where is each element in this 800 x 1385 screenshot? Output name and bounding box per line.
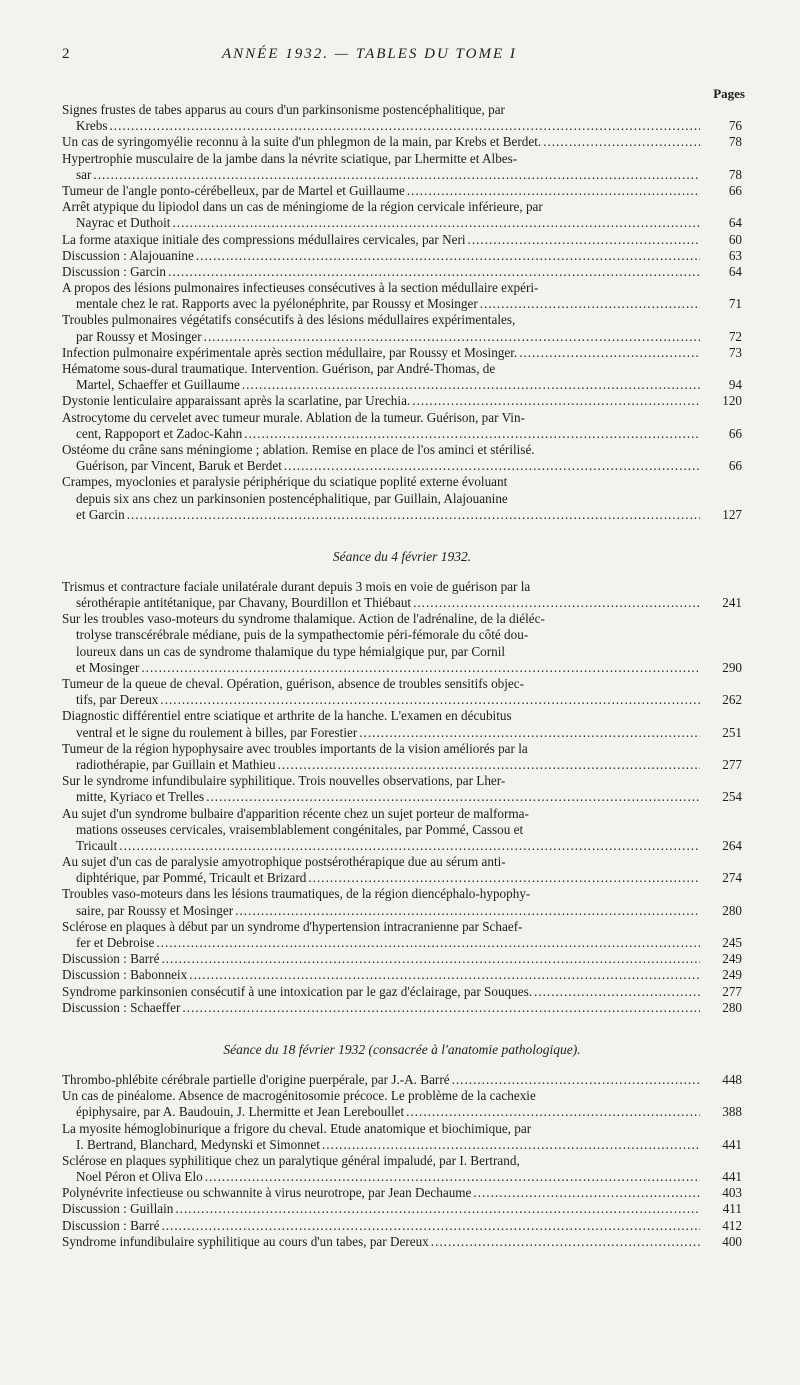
entry-text: Infection pulmonaire expérimentale après section médullaire, par Roussy et Mosinger. bbox=[62, 344, 518, 360]
entry-text: Syndrome infundibulaire syphilitique au cours d'un tabes, par Dereux bbox=[62, 1233, 429, 1249]
toc-entry bbox=[62, 1201, 742, 1217]
entry-last-line bbox=[62, 757, 742, 773]
toc-entry bbox=[62, 345, 742, 361]
entry-text: mitte, Kyriaco et Trelles bbox=[76, 789, 205, 805]
page-reference: 63 bbox=[728, 247, 742, 263]
entry-text: Discussion : Guillain bbox=[62, 1201, 174, 1217]
toc-entry bbox=[62, 1153, 742, 1185]
leader-dots bbox=[168, 264, 700, 280]
entry-text: ventral et le signe du roulement à billes, par Forestier bbox=[76, 724, 358, 740]
toc-entry bbox=[62, 1000, 742, 1016]
leader-dots bbox=[93, 167, 700, 183]
session-heading: Séance du 18 février 1932 (consacrée à l'anatomie pathologique). bbox=[223, 1041, 581, 1057]
page-reference: 245 bbox=[722, 935, 742, 950]
toc-entry bbox=[62, 1234, 742, 1250]
entry-last-line bbox=[62, 1169, 742, 1185]
entry-last-line bbox=[62, 1137, 742, 1153]
entry-line: Arrêt atypique du lipiodol dans un cas de méningiome de la région cervicale inférieure, par bbox=[62, 199, 543, 215]
page-reference: 94 bbox=[728, 377, 742, 393]
entry-last-line bbox=[62, 329, 742, 345]
entry-last-line bbox=[62, 134, 742, 150]
leader-dots bbox=[110, 118, 701, 134]
toc-entry bbox=[62, 579, 742, 611]
toc-entry bbox=[62, 1088, 742, 1120]
toc-entry bbox=[62, 248, 742, 264]
entry-last-line bbox=[62, 426, 742, 442]
entry-line: depuis six ans chez un parkinsonien postencéphalitique, par Guillain, Alajouanine bbox=[76, 490, 508, 506]
page-reference: 78 bbox=[728, 134, 742, 150]
leader-dots bbox=[175, 1201, 700, 1217]
toc-entry bbox=[62, 102, 742, 134]
entry-text: mentale chez le rat. Rapports avec la pyélonéphrite, par Roussy et Mosinger bbox=[76, 296, 478, 312]
leader-dots bbox=[205, 1169, 700, 1185]
entry-last-line bbox=[62, 393, 742, 409]
leader-dots bbox=[543, 134, 700, 150]
leader-dots bbox=[127, 507, 700, 523]
page-reference: 64 bbox=[728, 263, 742, 279]
leader-dots bbox=[406, 1104, 700, 1120]
entry-line: Signes frustes de tabes apparus au cours d'un parkinsonisme postencéphalitique, par bbox=[62, 102, 505, 117]
entry-text: épiphysaire, par A. Baudouin, J. Lhermitte et Jean Lereboullet bbox=[76, 1104, 405, 1120]
page-reference: 262 bbox=[722, 692, 742, 708]
entry-text: Noel Péron et Oliva Elo bbox=[76, 1169, 203, 1185]
leader-dots bbox=[242, 377, 700, 393]
entry-last-line bbox=[62, 870, 742, 886]
table-of-contents bbox=[62, 102, 742, 1250]
entry-text: Krebs bbox=[76, 118, 108, 134]
entry-last-line bbox=[62, 183, 742, 199]
entry-line: Au sujet d'un syndrome bulbaire d'apparition récente chez un sujet porteur de malforma- bbox=[62, 805, 529, 821]
leader-dots bbox=[172, 215, 700, 231]
entry-last-line bbox=[62, 984, 742, 1000]
page-reference: 441 bbox=[722, 1136, 742, 1152]
entry-text: Discussion : Schaeffer bbox=[62, 999, 181, 1015]
page-reference: 441 bbox=[722, 1169, 742, 1185]
entry-last-line bbox=[62, 1234, 742, 1250]
page-reference: 66 bbox=[728, 458, 742, 474]
leader-dots bbox=[206, 789, 700, 805]
toc-entry bbox=[62, 410, 742, 442]
page-reference: 277 bbox=[722, 756, 742, 772]
entry-line: Crampes, myoclonies et paralysie périphérique du sciatique poplité externe évoluant bbox=[62, 474, 508, 490]
page-reference: 66 bbox=[728, 182, 742, 198]
page-title: ANNÉE 1932. — TABLES DU TOME I bbox=[222, 46, 517, 62]
entry-text: Martel, Schaeffer et Guillaume bbox=[76, 377, 240, 393]
leader-dots bbox=[278, 757, 700, 773]
entry-last-line bbox=[62, 1000, 742, 1016]
entry-text: Dystonie lenticulaire apparaissant après la scarlatine, par Urechia. bbox=[62, 393, 411, 409]
page-reference: 254 bbox=[722, 789, 742, 805]
entry-text: Thrombo-phlébite cérébrale partielle d'origine puerpérale, par J.-A. Barré bbox=[62, 1071, 450, 1087]
page-reference: 249 bbox=[722, 967, 742, 983]
toc-entry bbox=[62, 151, 742, 183]
entry-line: Trismus et contracture faciale unilatérale durant depuis 3 mois en voie de guérison par la bbox=[62, 578, 531, 594]
leader-dots bbox=[284, 458, 700, 474]
entry-text: La forme ataxique initiale des compressions médullaires cervicales, par Neri bbox=[62, 231, 466, 247]
entry-text: tifs, par Dereux bbox=[76, 692, 159, 708]
entry-text: Un cas de syringomyélie reconnu à la suite d'un phlegmon de la main, par Krebs et Berdet. bbox=[62, 134, 542, 150]
entry-last-line bbox=[62, 167, 742, 183]
page-reference: 290 bbox=[722, 659, 742, 675]
entry-text: diphtérique, par Pommé, Tricault et Brizard bbox=[76, 870, 307, 886]
entry-text: et Garcin bbox=[76, 506, 125, 522]
toc-entry bbox=[62, 919, 742, 951]
leader-dots bbox=[141, 660, 700, 676]
entry-text: Polynévrite infectieuse ou schwannite à virus neurotrope, par Jean Dechaume bbox=[62, 1185, 472, 1201]
entry-text: Discussion : Barré bbox=[62, 1217, 160, 1233]
toc-entry bbox=[62, 967, 742, 983]
page-number: 2 bbox=[62, 46, 72, 62]
toc-entry bbox=[62, 741, 742, 773]
leader-dots bbox=[452, 1072, 700, 1088]
toc-entry bbox=[62, 361, 742, 393]
entry-last-line bbox=[62, 838, 742, 854]
page-reference: 127 bbox=[722, 506, 742, 522]
leader-dots bbox=[480, 296, 700, 312]
toc-entry bbox=[62, 708, 742, 740]
leader-dots bbox=[322, 1137, 700, 1153]
leader-dots bbox=[156, 935, 700, 951]
entry-last-line bbox=[62, 345, 742, 361]
entry-line: Sclérose en plaques syphilitique chez un paralytique général impaludé, par I. Bertrand, bbox=[62, 1152, 520, 1168]
toc-entry bbox=[62, 806, 742, 855]
entry-line: Tumeur de la région hypophysaire avec troubles importants de la vision améliorés par la bbox=[62, 740, 528, 756]
entry-text: fer et Debroise bbox=[76, 935, 155, 950]
leader-dots bbox=[519, 345, 700, 361]
entry-text: Discussion : Garcin bbox=[62, 263, 167, 279]
toc-entry bbox=[62, 854, 742, 886]
entry-line: Sur le syndrome infundibulaire syphilitique. Trois nouvelles observations, par Lher- bbox=[62, 773, 506, 789]
entry-line: Hypertrophie musculaire de la jambe dans la névrite sciatique, par Lhermitte et Albes- bbox=[62, 150, 518, 166]
toc-entry bbox=[62, 134, 742, 150]
entry-last-line bbox=[62, 1072, 742, 1088]
page-reference: 78 bbox=[728, 166, 742, 182]
leader-dots bbox=[412, 393, 700, 409]
toc-entry bbox=[62, 611, 742, 676]
entry-last-line bbox=[62, 215, 742, 231]
entry-line: Troubles vaso-moteurs dans les lésions traumatiques, de la région diencéphalo-hypophy- bbox=[62, 886, 531, 902]
entry-text: cent, Rappoport et Zadoc-Kahn bbox=[76, 425, 243, 441]
entry-last-line bbox=[62, 248, 742, 264]
entry-last-line bbox=[62, 264, 742, 280]
page-reference: 72 bbox=[728, 328, 742, 344]
toc-entry bbox=[62, 773, 742, 805]
page-reference: 120 bbox=[722, 393, 742, 409]
page-reference: 64 bbox=[728, 215, 742, 231]
entry-line: Tumeur de la queue de cheval. Opération, guérison, absence de troubles sensitifs objec- bbox=[62, 676, 525, 691]
page-reference: 280 bbox=[722, 902, 742, 918]
toc-entry bbox=[62, 183, 742, 199]
leader-dots bbox=[468, 232, 700, 248]
entry-last-line bbox=[62, 595, 742, 611]
entry-last-line bbox=[62, 660, 742, 676]
page-reference: 403 bbox=[722, 1185, 742, 1201]
page-reference: 60 bbox=[728, 231, 742, 247]
toc-entry bbox=[62, 676, 742, 708]
page-reference: 388 bbox=[722, 1104, 742, 1120]
leader-dots bbox=[161, 951, 700, 967]
toc-entry bbox=[62, 199, 742, 231]
leader-dots bbox=[534, 984, 700, 1000]
entry-line: trolyse transcérébrale médiane, puis de la sympathectomie péri-fémorale du côté dou- bbox=[76, 627, 529, 643]
entry-last-line bbox=[62, 458, 742, 474]
session-heading: Séance du 4 février 1932. bbox=[332, 548, 472, 564]
page-reference: 71 bbox=[728, 296, 742, 312]
entry-line: Diagnostic différentiel entre sciatique et arthrite de la hanche. L'examen en décubitus bbox=[62, 708, 512, 724]
entry-text: Discussion : Babonneix bbox=[62, 967, 188, 983]
entry-last-line bbox=[62, 118, 742, 134]
toc-entry bbox=[62, 312, 742, 344]
toc-entry bbox=[62, 474, 742, 523]
page-reference: 400 bbox=[722, 1233, 742, 1249]
toc-entry bbox=[62, 1121, 742, 1153]
page-reference: 280 bbox=[722, 999, 742, 1015]
leader-dots bbox=[473, 1185, 700, 1201]
toc-entry bbox=[62, 1072, 742, 1088]
toc-entry bbox=[62, 1218, 742, 1234]
leader-dots bbox=[119, 838, 700, 854]
entry-text: sérothérapie antitétanique, par Chavany, Bourdillon et Thiébaut bbox=[76, 595, 412, 611]
entry-last-line bbox=[62, 232, 742, 248]
leader-dots bbox=[182, 1000, 700, 1016]
entry-line: Sclérose en plaques à début par un syndrome d'hypertension intracranienne par Schaef- bbox=[62, 918, 523, 934]
toc-entry bbox=[62, 1185, 742, 1201]
entry-line: Sur les troubles vaso-moteurs du syndrome thalamique. Action de l'adrénaline, de la diéléc- bbox=[62, 611, 545, 627]
entry-line: Astrocytome du cervelet avec tumeur murale. Ablation de la tumeur. Guérison, par Vin- bbox=[62, 409, 525, 425]
entry-line: A propos des lésions pulmonaires infectieuses consécutives à la section médullaire expéri- bbox=[62, 280, 539, 296]
entry-last-line bbox=[62, 1201, 742, 1217]
entry-text: sar bbox=[76, 166, 92, 182]
toc-entry bbox=[62, 280, 742, 312]
leader-dots bbox=[244, 426, 700, 442]
page-reference: 448 bbox=[722, 1071, 742, 1087]
leader-dots bbox=[359, 725, 700, 741]
toc-entry bbox=[62, 442, 742, 474]
entry-line: Au sujet d'un cas de paralysie amyotrophique postsérothérapique due au sérum anti- bbox=[62, 854, 506, 870]
entry-last-line bbox=[62, 903, 742, 919]
page-reference: 274 bbox=[722, 870, 742, 886]
entry-text: Tumeur de l'angle ponto-cérébelleux, par de Martel et Guillaume bbox=[62, 182, 405, 198]
entry-text: et Mosinger bbox=[76, 659, 140, 675]
entry-last-line bbox=[62, 725, 742, 741]
entry-text: Syndrome parkinsonien consécutif à une intoxication par le gaz d'éclairage, par Souques. bbox=[62, 983, 533, 999]
toc-entry bbox=[62, 951, 742, 967]
entry-last-line bbox=[62, 1104, 742, 1120]
page-reference: 264 bbox=[722, 837, 742, 853]
entry-text: Guérison, par Vincent, Baruk et Berdet bbox=[76, 458, 282, 474]
entry-line: loureux dans un cas de syndrome thalamique du type hémialgique pur, par Cornil bbox=[76, 643, 506, 659]
leader-dots bbox=[196, 248, 700, 264]
toc-entry bbox=[62, 984, 742, 1000]
leader-dots bbox=[431, 1234, 700, 1250]
entry-last-line bbox=[62, 377, 742, 393]
page-reference: 73 bbox=[728, 344, 742, 360]
pages-column-label: Pages bbox=[713, 86, 745, 101]
entry-text: Discussion : Alajouanine bbox=[62, 247, 194, 263]
page-reference: 249 bbox=[722, 951, 742, 967]
entry-last-line bbox=[62, 935, 742, 951]
toc-entry bbox=[62, 232, 742, 248]
entry-last-line bbox=[62, 507, 742, 523]
leader-dots bbox=[160, 692, 700, 708]
page-reference: 412 bbox=[722, 1217, 742, 1233]
page-reference: 241 bbox=[722, 595, 742, 611]
entry-text: par Roussy et Mosinger bbox=[76, 328, 202, 344]
leader-dots bbox=[161, 1218, 700, 1234]
entry-text: I. Bertrand, Blanchard, Medynski et Simonnet bbox=[76, 1136, 320, 1152]
entry-line: Un cas de pinéalome. Absence de macrogénitosomie précoce. Le problème de la cachexie bbox=[62, 1088, 536, 1104]
entry-text: Discussion : Barré bbox=[62, 951, 160, 967]
leader-dots bbox=[204, 329, 700, 345]
entry-text: radiothérapie, par Guillain et Mathieu bbox=[76, 756, 276, 772]
entry-line: Ostéome du crâne sans méningiome ; ablation. Remise en place de l'os aminci et stérilisé. bbox=[62, 441, 535, 457]
entry-last-line bbox=[62, 1218, 742, 1234]
page-reference: 251 bbox=[722, 724, 742, 740]
toc-entry bbox=[62, 264, 742, 280]
leader-dots bbox=[413, 595, 700, 611]
entry-line: Hématome sous-dural traumatique. Intervention. Guérison, par André-Thomas, de bbox=[62, 361, 496, 376]
leader-dots bbox=[235, 903, 700, 919]
entry-last-line bbox=[62, 692, 742, 708]
entry-text: saire, par Roussy et Mosinger bbox=[76, 902, 234, 918]
leader-dots bbox=[189, 967, 700, 983]
entry-last-line bbox=[62, 789, 742, 805]
page-reference: 66 bbox=[728, 425, 742, 441]
entry-last-line bbox=[62, 967, 742, 983]
entry-last-line bbox=[62, 296, 742, 312]
entry-text: Tricault bbox=[76, 837, 118, 853]
entry-last-line bbox=[62, 1185, 742, 1201]
leader-dots bbox=[308, 870, 700, 886]
entry-line: mations osseuses cervicales, vraisemblablement congénitales, par Pommé, Cassou et bbox=[76, 821, 524, 837]
page-reference: 76 bbox=[728, 118, 742, 134]
toc-entry bbox=[62, 886, 742, 918]
toc-entry bbox=[62, 393, 742, 409]
entry-last-line bbox=[62, 951, 742, 967]
entry-line: La myosite hémoglobinurique a frigore du cheval. Etude anatomique et biochimique, par bbox=[62, 1120, 532, 1136]
leader-dots bbox=[407, 183, 700, 199]
page-reference: 411 bbox=[722, 1201, 742, 1217]
page-reference: 277 bbox=[722, 983, 742, 999]
entry-line: Troubles pulmonaires végétatifs consécutifs à des lésions médullaires expérimentales, bbox=[62, 312, 516, 328]
entry-text: Nayrac et Duthoit bbox=[76, 215, 171, 231]
